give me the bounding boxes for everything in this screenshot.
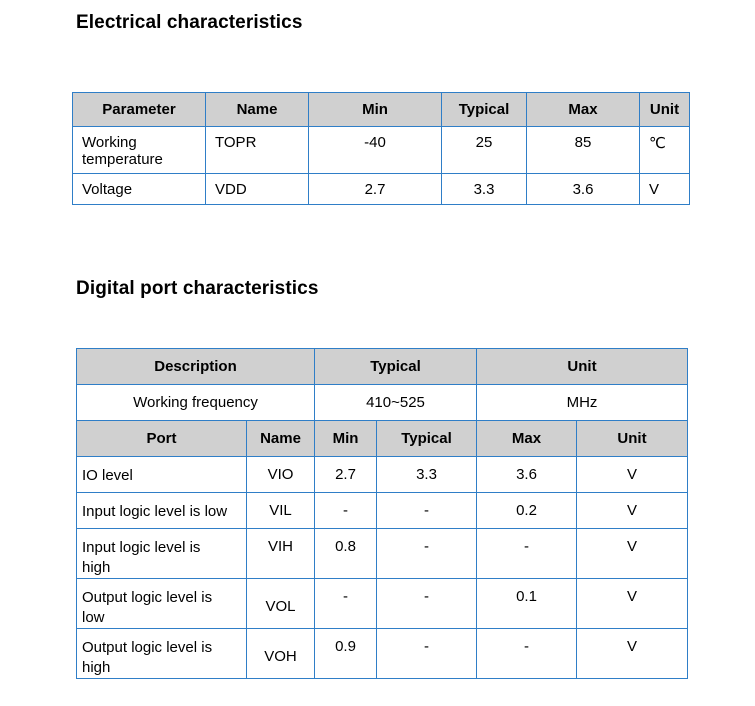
table-row: [73, 174, 690, 205]
cell-port: Input logic level is low: [77, 493, 247, 529]
header-parameter: Parameter: [73, 93, 206, 127]
cell-unit: V: [577, 457, 688, 493]
cell-typical: -: [377, 529, 477, 579]
port-line-1: Input logic level is: [82, 539, 201, 556]
cell-parameter: Voltage: [73, 174, 206, 205]
electrical-characteristics-heading: Electrical characteristics: [76, 12, 303, 33]
cell-name: VIL: [247, 493, 315, 529]
digital-port-characteristics-heading: Digital port characteristics: [76, 278, 319, 299]
cell-unit: V: [577, 493, 688, 529]
header-max: Max: [477, 421, 577, 457]
cell-name: VDD: [206, 174, 309, 205]
table-row: [77, 493, 688, 529]
cell-typical: -: [377, 493, 477, 529]
port-line-1: Output logic level is: [82, 589, 213, 606]
header-typical: Typical: [442, 93, 527, 127]
cell-port: IO level: [77, 457, 247, 493]
cell-frequency-description: Working frequency: [77, 385, 315, 421]
header-typical: Typical: [377, 421, 477, 457]
table-row: [77, 529, 688, 579]
cell-frequency-typical: 410~525: [315, 385, 477, 421]
port-line-2: high: [82, 659, 111, 676]
cell-min: 0.8: [315, 529, 377, 579]
parameter-line-2: temperature: [82, 151, 163, 168]
table-row: [77, 457, 688, 493]
header-port: Port: [77, 421, 247, 457]
cell-unit: V: [577, 529, 688, 579]
cell-unit: V: [577, 579, 688, 629]
cell-unit: ℃: [640, 127, 690, 174]
cell-unit: V: [640, 174, 690, 205]
cell-name: VIH: [247, 529, 315, 579]
table-row: [73, 127, 690, 174]
header-name: Name: [247, 421, 315, 457]
cell-typical: 3.3: [442, 174, 527, 205]
cell-max: 3.6: [527, 174, 640, 205]
header-description: Description: [77, 349, 315, 385]
cell-frequency-unit: MHz: [477, 385, 688, 421]
cell-min: 0.9: [315, 629, 377, 679]
port-line-2: high: [82, 559, 111, 576]
cell-max: 0.2: [477, 493, 577, 529]
cell-min: 2.7: [315, 457, 377, 493]
cell-min: -: [315, 579, 377, 629]
cell-name: VOL: [247, 579, 315, 629]
cell-min: -40: [309, 127, 442, 174]
cell-port: [77, 529, 247, 579]
cell-name: TOPR: [206, 127, 309, 174]
cell-typical: 3.3: [377, 457, 477, 493]
header-unit: Unit: [640, 93, 690, 127]
cell-max: 0.1: [477, 579, 577, 629]
cell-name: VIO: [247, 457, 315, 493]
table-row: [77, 579, 688, 629]
cell-max: -: [477, 629, 577, 679]
table-header-row: [73, 93, 690, 127]
cell-max: 3.6: [477, 457, 577, 493]
cell-max: -: [477, 529, 577, 579]
electrical-characteristics-table: [72, 92, 690, 205]
header-max: Max: [527, 93, 640, 127]
table-header-row: [77, 349, 688, 385]
cell-typical: -: [377, 579, 477, 629]
header-name: Name: [206, 93, 309, 127]
cell-port: [77, 579, 247, 629]
cell-max: 85: [527, 127, 640, 174]
header-unit: Unit: [577, 421, 688, 457]
digital-port-characteristics-table: [76, 348, 688, 679]
cell-min: 2.7: [309, 174, 442, 205]
table-header-row: [77, 421, 688, 457]
header-min: Min: [309, 93, 442, 127]
cell-unit: V: [577, 629, 688, 679]
port-line-1: Output logic level is: [82, 639, 213, 656]
cell-typical: -: [377, 629, 477, 679]
cell-name: VOH: [247, 629, 315, 679]
header-min: Min: [315, 421, 377, 457]
cell-min: -: [315, 493, 377, 529]
cell-port: [77, 629, 247, 679]
table-row: [77, 385, 688, 421]
header-typical: Typical: [315, 349, 477, 385]
table-row: [77, 629, 688, 679]
parameter-line-1: Working: [82, 134, 137, 151]
cell-parameter: [73, 127, 206, 174]
header-unit: Unit: [477, 349, 688, 385]
cell-typical: 25: [442, 127, 527, 174]
port-line-2: low: [82, 609, 105, 626]
